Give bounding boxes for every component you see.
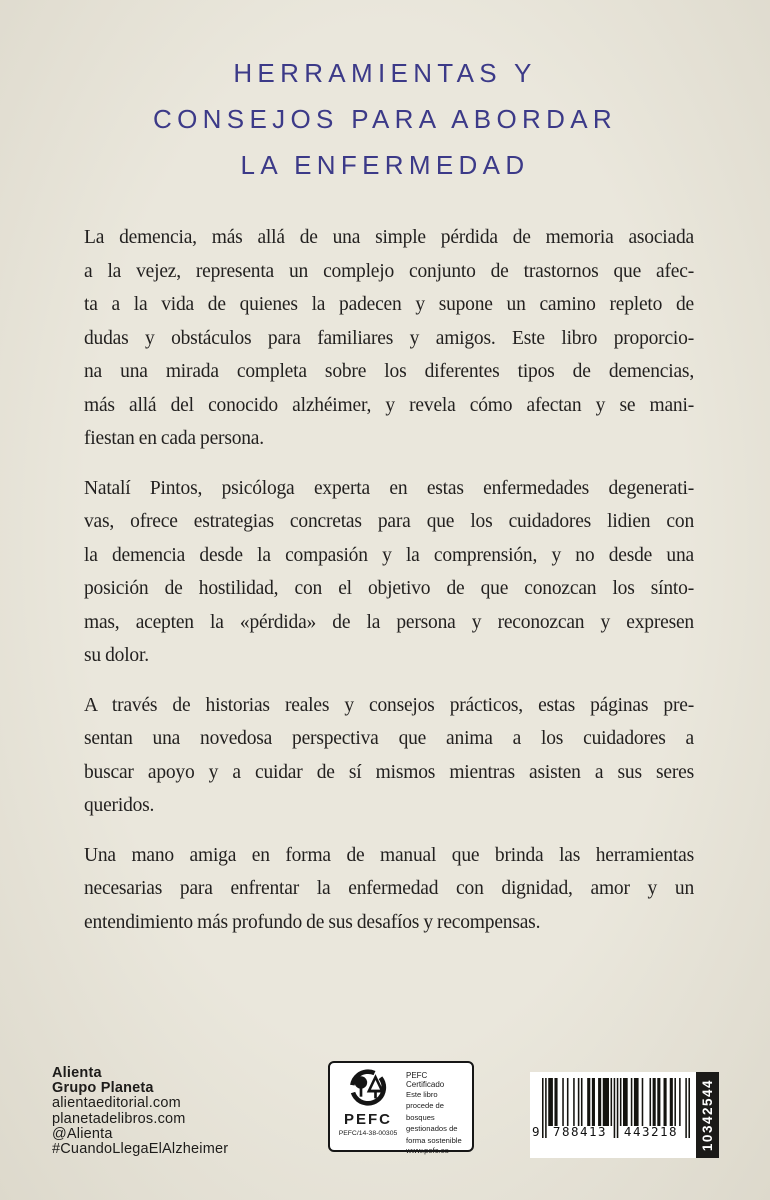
tagline-line: LA ENFERMEDAD (240, 150, 530, 180)
body-line: a la vejez, representa un complejo conjunto de trastornos que afec- (84, 260, 694, 282)
barcode-side-strip (696, 1072, 719, 1158)
paragraph (84, 839, 694, 940)
publisher-line: @Alienta (52, 1125, 113, 1142)
barcode-panel (530, 1072, 696, 1158)
pefc-description: Este libro procede de bosques gestionados de forma sostenible (406, 1090, 462, 1145)
publisher-line: Grupo Planeta (52, 1080, 154, 1097)
barcode-digits (532, 1124, 690, 1140)
publisher-block (52, 1066, 228, 1157)
body-line: buscar apoyo y a cuidar de sí mismos mientras asisten a sus seres (84, 761, 694, 783)
pefc-certification-label (328, 1061, 474, 1155)
body-line: La demencia, más allá de una simple pérdida de memoria asociada (84, 227, 694, 248)
back-cover-tagline (0, 50, 770, 188)
publisher-line: Alienta (52, 1065, 102, 1081)
tagline-line: CONSEJOS PARA ABORDAR (153, 104, 617, 134)
paragraph (84, 689, 694, 823)
tagline-line: HERRAMIENTAS Y (233, 58, 537, 88)
body-line: la demencia desde la compasión y la comprensión, y no desde una (84, 544, 694, 566)
body-line: A través de historias reales y consejos prácticos, estas páginas pre- (84, 694, 694, 716)
body-line: sentan una novedosa perspectiva que anima a los cuidadores a (84, 728, 694, 749)
body-line: mas, acepten la «pérdida» de la persona y reconozcan y expresen (84, 611, 694, 633)
body-copy (84, 221, 694, 955)
barcode-digit-lead: 9 (532, 1124, 540, 1139)
body-line: más allá del conocido alzhéimer, y revela cómo afectan y se mani- (84, 394, 694, 416)
pefc-wordmark: PEFC (343, 1111, 392, 1128)
body-line: su dolor. (84, 645, 149, 666)
body-line: na una mirada completa sobre los diferentes tipos de demencias, (84, 361, 694, 382)
paragraph (84, 221, 694, 456)
pefc-trees-icon (343, 1068, 393, 1112)
pefc-title: PEFC Certificado (406, 1071, 445, 1089)
body-line: fiestan en cada persona. (84, 428, 264, 449)
pefc-logo-column (336, 1068, 400, 1146)
barcode-side-number: 10342544 (700, 1078, 715, 1152)
body-line: necesarias para enfrentar la enfermedad con dignidad, amor y un (84, 878, 694, 899)
body-line: posición de hostilidad, con el objetivo de que conozcan los sínto- (84, 578, 694, 599)
barcode-digit-group-2: 443218 (623, 1124, 679, 1139)
publisher-line: planetadelibros.com (52, 1110, 186, 1127)
pefc-cert-number: PEFC/14-38-00305 (338, 1130, 398, 1137)
pefc-url: www.pefc.es (406, 1145, 449, 1155)
body-line: dudas y obstáculos para familiares y amigos. Este libro proporcio- (84, 327, 694, 349)
body-line: ta a la vida de quienes la padecen y supone un camino repleto de (84, 294, 694, 315)
body-line: queridos. (84, 795, 155, 816)
paragraph (84, 472, 694, 673)
body-line: entendimiento más profundo de sus desafíos y recompensas. (84, 911, 541, 933)
isbn-barcode (530, 1072, 719, 1158)
body-line: Natalí Pintos, psicóloga experta en estas enfermedades degenerati- (84, 477, 694, 499)
publisher-line: alientaeditorial.com (52, 1095, 181, 1112)
barcode-digit-group-1: 788413 (552, 1124, 608, 1139)
publisher-line: #CuandoLlegaElAlzheimer (52, 1141, 229, 1158)
pefc-text-column (404, 1068, 466, 1155)
body-line: vas, ofrece estrategias concretas para que los cuidadores lidien con (84, 511, 694, 532)
body-line: Una mano amiga en forma de manual que brinda las herramientas (84, 844, 694, 866)
